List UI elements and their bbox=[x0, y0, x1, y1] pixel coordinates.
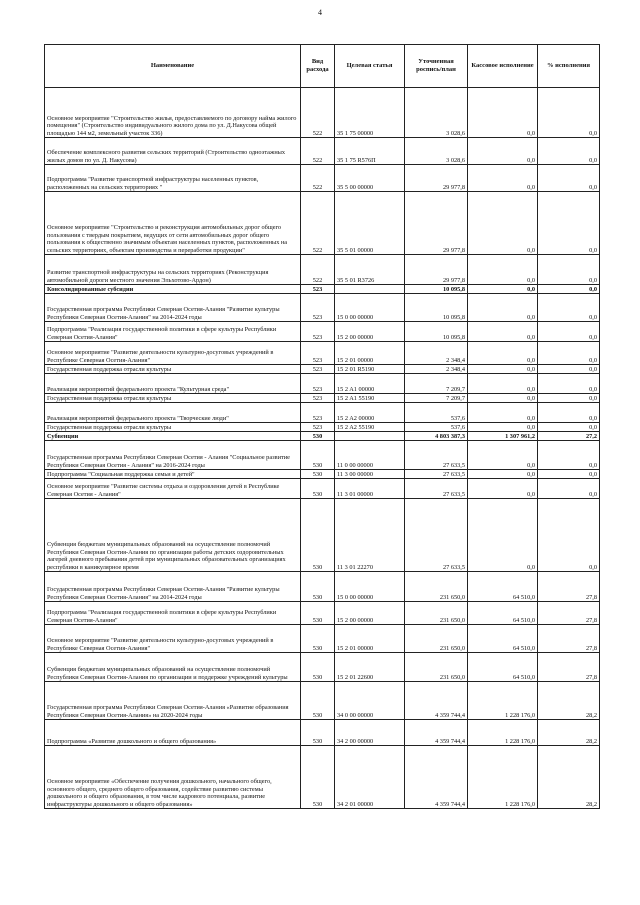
header-cash-execution: Кассовое исполнение bbox=[468, 45, 538, 88]
row-expense-type: 530 bbox=[301, 720, 335, 746]
row-target-article: 15 2 01 R5190 bbox=[335, 365, 405, 374]
row-plan: 29 977,8 bbox=[405, 255, 468, 285]
row-name: Основное мероприятие "Строительство жилья, предоставляемого по договору найма жилого помещения" (Строительство индивидуального жилого дома по ул. Д.Накусова общей площадью 144 м2, земельный участок 336) bbox=[45, 88, 301, 138]
row-expense-type: 522 bbox=[301, 255, 335, 285]
row-cash-execution: 0,0 bbox=[468, 285, 538, 294]
row-expense-type: 523 bbox=[301, 285, 335, 294]
table-row bbox=[45, 625, 600, 653]
row-expense-type: 523 bbox=[301, 294, 335, 322]
table-row bbox=[45, 479, 600, 499]
row-target-article: 34 0 00 00000 bbox=[335, 682, 405, 720]
row-percent: 0,0 bbox=[538, 294, 600, 322]
row-plan: 27 633,5 bbox=[405, 470, 468, 479]
row-plan: 3 028,6 bbox=[405, 138, 468, 165]
row-percent: 0,0 bbox=[538, 88, 600, 138]
row-expense-type: 530 bbox=[301, 746, 335, 809]
row-percent: 0,0 bbox=[538, 441, 600, 470]
row-percent: 0,0 bbox=[538, 138, 600, 165]
row-percent: 27,8 bbox=[538, 625, 600, 653]
row-name: Государственная поддержка отрасли культуры bbox=[45, 365, 301, 374]
row-percent: 0,0 bbox=[538, 403, 600, 423]
row-plan: 27 633,5 bbox=[405, 499, 468, 572]
row-cash-execution: 0,0 bbox=[468, 394, 538, 403]
row-plan: 3 028,6 bbox=[405, 88, 468, 138]
row-cash-execution: 0,0 bbox=[468, 441, 538, 470]
row-plan: 231 650,0 bbox=[405, 572, 468, 602]
table-row bbox=[45, 720, 600, 746]
row-plan: 231 650,0 bbox=[405, 602, 468, 625]
row-target-article: 35 1 75 00000 bbox=[335, 88, 405, 138]
row-target-article bbox=[335, 432, 405, 441]
row-cash-execution: 0,0 bbox=[468, 322, 538, 342]
row-name: Подпрограмма "Реализация государственной политики в сфере культуры Республики Северная Осетия-Алания" bbox=[45, 602, 301, 625]
row-name: Основное мероприятие "Развитие деятельности культурно-досуговых учреждений в Республике Северная Осетия-Алания" bbox=[45, 625, 301, 653]
row-percent: 0,0 bbox=[538, 192, 600, 255]
row-percent: 0,0 bbox=[538, 165, 600, 192]
table-row bbox=[45, 746, 600, 809]
row-name: Государственная программа Республики Северная Осетия-Алания "Развитие культуры Республики Северная Осетия-Алания" на 2014-2024 годы bbox=[45, 572, 301, 602]
row-cash-execution: 1 228 176,0 bbox=[468, 720, 538, 746]
row-cash-execution: 0,0 bbox=[468, 165, 538, 192]
row-percent: 0,0 bbox=[538, 423, 600, 432]
row-plan: 7 209,7 bbox=[405, 394, 468, 403]
row-target-article: 34 2 00 00000 bbox=[335, 720, 405, 746]
header-name: Наименование bbox=[45, 45, 301, 88]
row-target-article: 15 2 A2 55190 bbox=[335, 423, 405, 432]
table-row bbox=[45, 322, 600, 342]
row-name: Государственная программа Республики Северная Осетия-Алания "Развитие культуры Республики Северная Осетия-Алания" на 2014-2024 годы bbox=[45, 294, 301, 322]
page-number: 4 bbox=[318, 8, 322, 17]
table-row bbox=[45, 394, 600, 403]
row-target-article: 34 2 01 00000 bbox=[335, 746, 405, 809]
row-name: Консолидированные субсидии bbox=[45, 285, 301, 294]
row-target-article: 15 2 01 00000 bbox=[335, 625, 405, 653]
row-target-article: 35 1 75 R576П bbox=[335, 138, 405, 165]
row-name: Субвенции bbox=[45, 432, 301, 441]
row-percent: 0,0 bbox=[538, 285, 600, 294]
row-plan: 10 095,8 bbox=[405, 322, 468, 342]
row-name: Государственная программа Республики Северная Осетия - Алания "Социальное развитие Республики Северная Осетия - Алания" на 2016-2024 годы bbox=[45, 441, 301, 470]
table-row bbox=[45, 602, 600, 625]
row-name: Государственная поддержка отрасли культуры bbox=[45, 423, 301, 432]
table-row bbox=[45, 403, 600, 423]
row-plan: 2 348,4 bbox=[405, 365, 468, 374]
table-row bbox=[45, 342, 600, 365]
header-plan: Уточненная роспись/план bbox=[405, 45, 468, 88]
row-target-article: 35 5 01 00000 bbox=[335, 192, 405, 255]
row-target-article: 15 2 A1 00000 bbox=[335, 374, 405, 394]
row-target-article: 15 2 A1 55190 bbox=[335, 394, 405, 403]
row-expense-type: 523 bbox=[301, 374, 335, 394]
row-target-article: 15 2 00 00000 bbox=[335, 322, 405, 342]
row-target-article: 11 3 00 00000 bbox=[335, 470, 405, 479]
row-plan: 7 209,7 bbox=[405, 374, 468, 394]
row-plan: 4 359 744,4 bbox=[405, 682, 468, 720]
row-percent: 0,0 bbox=[538, 499, 600, 572]
row-expense-type: 523 bbox=[301, 342, 335, 365]
header-row bbox=[45, 45, 600, 88]
row-cash-execution: 0,0 bbox=[468, 423, 538, 432]
row-cash-execution: 64 510,0 bbox=[468, 625, 538, 653]
row-expense-type: 523 bbox=[301, 403, 335, 423]
row-target-article: 11 3 01 00000 bbox=[335, 479, 405, 499]
row-plan: 4 359 744,4 bbox=[405, 746, 468, 809]
table-row bbox=[45, 432, 600, 441]
row-expense-type: 530 bbox=[301, 625, 335, 653]
row-expense-type: 522 bbox=[301, 138, 335, 165]
row-target-article: 15 2 01 22600 bbox=[335, 653, 405, 682]
table-row bbox=[45, 165, 600, 192]
row-name: Субвенция бюджетам муниципальных образований на осуществление полномочий Республики Северная Осетия-Алания по организации работы детских оздоровительных лагерей дневного пребывания детей при муниципальных образовательных организациях республики в каникулярное время bbox=[45, 499, 301, 572]
row-expense-type: 522 bbox=[301, 165, 335, 192]
row-plan: 10 095,8 bbox=[405, 294, 468, 322]
row-plan: 27 633,5 bbox=[405, 441, 468, 470]
row-expense-type: 530 bbox=[301, 432, 335, 441]
row-percent: 27,8 bbox=[538, 653, 600, 682]
row-name: Подпрограмма «Развитие дошкольного и общего образования» bbox=[45, 720, 301, 746]
row-expense-type: 522 bbox=[301, 192, 335, 255]
row-target-article: 15 0 00 00000 bbox=[335, 572, 405, 602]
row-cash-execution: 64 510,0 bbox=[468, 602, 538, 625]
table-row bbox=[45, 682, 600, 720]
row-name: Основное мероприятие "Строительство и реконструкция автомобильных дорог общего пользования с твердым покрытием, ведущих от сети автомобильных дорог общего пользования к общественно значимым объектам населенных пунктов, расположенных на сельских территориях, объектам производства и переработки продукции" bbox=[45, 192, 301, 255]
row-expense-type: 530 bbox=[301, 470, 335, 479]
row-percent: 0,0 bbox=[538, 342, 600, 365]
row-cash-execution: 0,0 bbox=[468, 479, 538, 499]
row-expense-type: 523 bbox=[301, 322, 335, 342]
row-name: Субвенция бюджетам муниципальных образований на осуществление полномочий Республики Северная Осетия-Алания по организации и поддержке учреждений культуры bbox=[45, 653, 301, 682]
row-percent: 0,0 bbox=[538, 394, 600, 403]
row-name: Реализация мероприятий федерального проекта "Культурная среда" bbox=[45, 374, 301, 394]
row-expense-type: 530 bbox=[301, 602, 335, 625]
row-name: Государственная поддержка отрасли культуры bbox=[45, 394, 301, 403]
header-percent: % исполнения bbox=[538, 45, 600, 88]
row-cash-execution: 0,0 bbox=[468, 88, 538, 138]
row-percent: 0,0 bbox=[538, 255, 600, 285]
row-target-article: 15 2 01 00000 bbox=[335, 342, 405, 365]
row-name: Подпрограмма "Развитие транспортной инфраструктуры населенных пунктов, расположенных на сельских территориях " bbox=[45, 165, 301, 192]
row-cash-execution: 1 307 961,2 bbox=[468, 432, 538, 441]
row-plan: 537,6 bbox=[405, 403, 468, 423]
row-name: Основное мероприятие "Развитие системы отдыха и оздоровления детей в Республике Северная Осетия - Алания" bbox=[45, 479, 301, 499]
row-expense-type: 523 bbox=[301, 365, 335, 374]
budget-execution-table bbox=[44, 44, 600, 809]
row-expense-type: 530 bbox=[301, 682, 335, 720]
table-row bbox=[45, 294, 600, 322]
row-plan: 2 348,4 bbox=[405, 342, 468, 365]
row-percent: 27,2 bbox=[538, 432, 600, 441]
table-row bbox=[45, 441, 600, 470]
row-target-article bbox=[335, 285, 405, 294]
row-plan: 4 359 744,4 bbox=[405, 720, 468, 746]
row-expense-type: 530 bbox=[301, 479, 335, 499]
row-target-article: 11 3 01 22270 bbox=[335, 499, 405, 572]
row-cash-execution: 0,0 bbox=[468, 470, 538, 479]
row-name: Обеспечение комплексного развития сельских территорий (Строительство одноэтажных жилых домов по ул. Д. Накусова) bbox=[45, 138, 301, 165]
row-plan: 231 650,0 bbox=[405, 625, 468, 653]
row-cash-execution: 0,0 bbox=[468, 342, 538, 365]
row-target-article: 35 5 00 00000 bbox=[335, 165, 405, 192]
row-percent: 28,2 bbox=[538, 682, 600, 720]
row-target-article: 35 5 01 R3726 bbox=[335, 255, 405, 285]
table-row bbox=[45, 374, 600, 394]
header-target-article: Целевая статья bbox=[335, 45, 405, 88]
row-cash-execution: 0,0 bbox=[468, 192, 538, 255]
table-row bbox=[45, 572, 600, 602]
row-name: Основное мероприятие «Обеспечение получения дошкольного, начального общего, основного общего, среднего общего образования, содействие развитию системы дошкольного и общего образования, в том числе кадрового потенциала, развитие инфраструктуры дошкольного и общего образования» bbox=[45, 746, 301, 809]
row-plan: 10 095,8 bbox=[405, 285, 468, 294]
table-row bbox=[45, 365, 600, 374]
table-row bbox=[45, 423, 600, 432]
row-expense-type: 522 bbox=[301, 88, 335, 138]
row-target-article: 15 2 00 00000 bbox=[335, 602, 405, 625]
header-expense-type: Вид расхода bbox=[301, 45, 335, 88]
row-name: Реализация мероприятий федерального проекта "Творческие люди" bbox=[45, 403, 301, 423]
row-name: Государственная программа Республики Северная Осетия-Алания «Развитие образования Республики Северная Осетия-Алания» на 2020-2024 годы bbox=[45, 682, 301, 720]
row-percent: 27,8 bbox=[538, 572, 600, 602]
table-row bbox=[45, 88, 600, 138]
table-row bbox=[45, 138, 600, 165]
row-cash-execution: 64 510,0 bbox=[468, 572, 538, 602]
row-cash-execution: 0,0 bbox=[468, 365, 538, 374]
row-percent: 0,0 bbox=[538, 470, 600, 479]
row-percent: 0,0 bbox=[538, 374, 600, 394]
row-percent: 0,0 bbox=[538, 322, 600, 342]
row-plan: 27 633,5 bbox=[405, 479, 468, 499]
row-plan: 537,6 bbox=[405, 423, 468, 432]
row-cash-execution: 1 228 176,0 bbox=[468, 682, 538, 720]
row-plan: 29 977,8 bbox=[405, 192, 468, 255]
row-target-article: 15 0 00 00000 bbox=[335, 294, 405, 322]
row-cash-execution: 0,0 bbox=[468, 138, 538, 165]
row-percent: 0,0 bbox=[538, 479, 600, 499]
table-row bbox=[45, 255, 600, 285]
row-cash-execution: 0,0 bbox=[468, 294, 538, 322]
row-name: Основное мероприятие "Развитие деятельности культурно-досуговых учреждений в Республике Северная Осетия-Алания" bbox=[45, 342, 301, 365]
row-cash-execution: 0,0 bbox=[468, 403, 538, 423]
row-cash-execution: 1 228 176,0 bbox=[468, 746, 538, 809]
row-expense-type: 530 bbox=[301, 499, 335, 572]
row-expense-type: 523 bbox=[301, 394, 335, 403]
table-body bbox=[45, 88, 600, 809]
table-row bbox=[45, 285, 600, 294]
row-cash-execution: 0,0 bbox=[468, 255, 538, 285]
table-row bbox=[45, 470, 600, 479]
row-plan: 4 803 387,3 bbox=[405, 432, 468, 441]
row-percent: 28,2 bbox=[538, 720, 600, 746]
table-row bbox=[45, 653, 600, 682]
row-expense-type: 523 bbox=[301, 423, 335, 432]
row-expense-type: 530 bbox=[301, 441, 335, 470]
table-row bbox=[45, 499, 600, 572]
row-target-article: 11 0 00 00000 bbox=[335, 441, 405, 470]
row-expense-type: 530 bbox=[301, 653, 335, 682]
row-name: Подпрограмма "Реализация государственной политики в сфере культуры Республики Северная Осетия-Алания" bbox=[45, 322, 301, 342]
row-name: Развитие транспортной инфраструктуры на сельских территориях (Реконструкция автомобильной дороги местного значения Эльхотово-Ардон) bbox=[45, 255, 301, 285]
row-plan: 231 650,0 bbox=[405, 653, 468, 682]
table-row bbox=[45, 192, 600, 255]
row-cash-execution: 0,0 bbox=[468, 499, 538, 572]
row-percent: 27,8 bbox=[538, 602, 600, 625]
row-target-article: 15 2 A2 00000 bbox=[335, 403, 405, 423]
row-expense-type: 530 bbox=[301, 572, 335, 602]
row-plan: 29 977,8 bbox=[405, 165, 468, 192]
row-cash-execution: 64 510,0 bbox=[468, 653, 538, 682]
row-cash-execution: 0,0 bbox=[468, 374, 538, 394]
row-percent: 0,0 bbox=[538, 365, 600, 374]
row-percent: 28,2 bbox=[538, 746, 600, 809]
row-name: Подпрограмма "Социальная поддержка семьи и детей" bbox=[45, 470, 301, 479]
